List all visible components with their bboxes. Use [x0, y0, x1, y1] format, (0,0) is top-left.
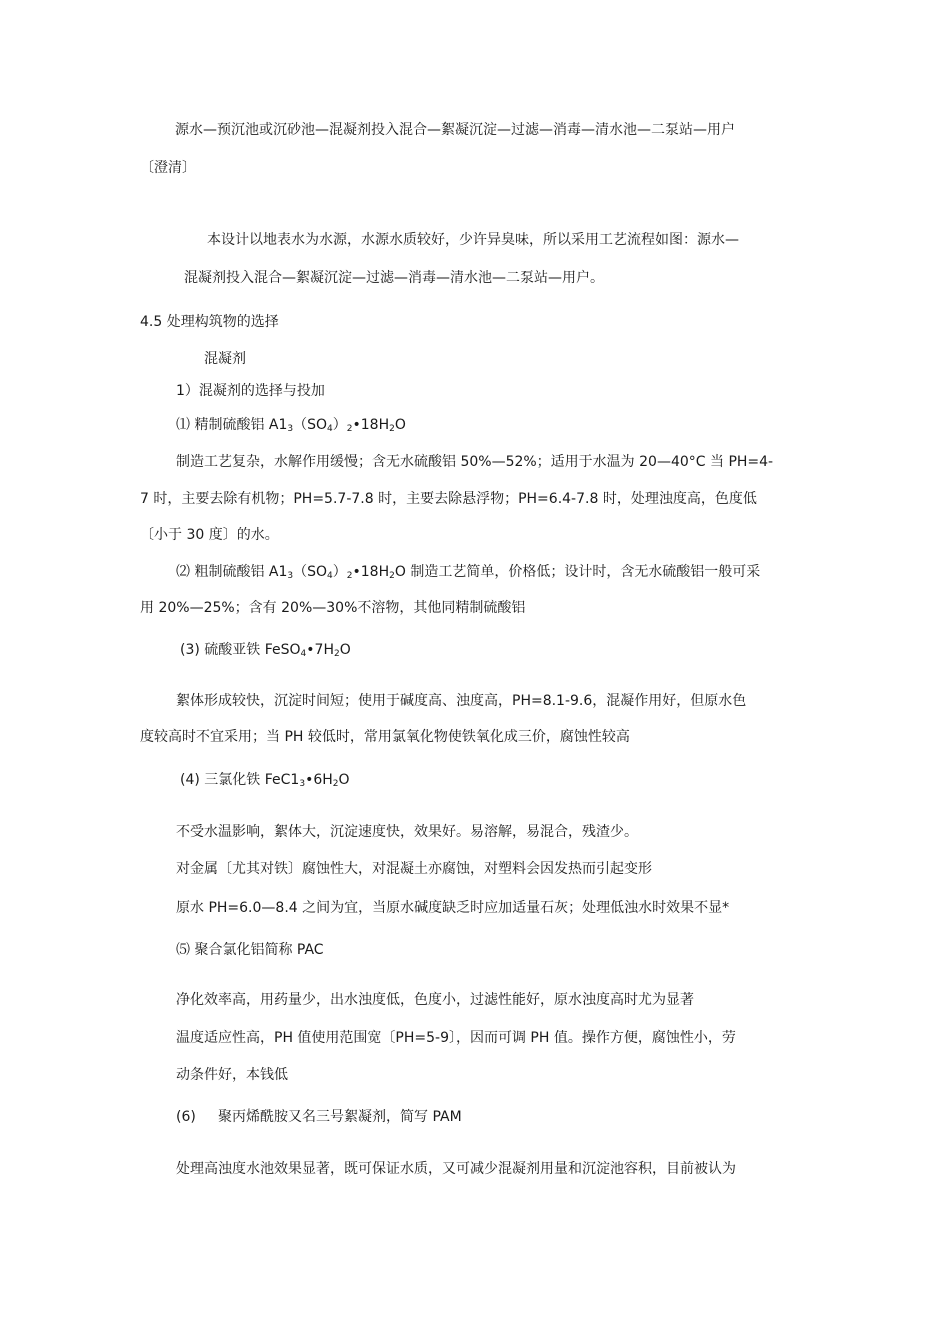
- coagulant-4-title: (4) 三氯化铁 $FeC1_3•6H_2O$: [180, 772, 350, 789]
- coagulant-5-desc-2: 温度适应性高，PH 值使用范围宽〔PH=5-9〕，因而可调 PH 值。操作方便，腐蚀性小，劳: [176, 1030, 736, 1046]
- flow-line-1: 源水—预沉池或沉砂池—混凝剂投入混合—絮凝沉淀—过滤—消毒—清水池—二泵站—用户: [175, 122, 735, 138]
- design-line-1: 本设计以地表水为水源，水源水质较好，少许异臭味，所以采用工艺流程如图：源水—: [207, 232, 739, 248]
- section-title: 4.5 处理构筑物的选择: [140, 314, 279, 330]
- coagulant-2-desc-2: 用 20%—25%；含有 20%—30%不溶物，其他同精制硫酸铝: [140, 600, 526, 616]
- coagulant-1-desc-3: 〔小于 30 度〕的水。: [140, 527, 279, 543]
- coagulant-4-desc-3: 原水 PH=6.0—8.4 之间为宜，当原水碱度缺乏时应加适量石灰；处理低浊水时效果不显*: [176, 900, 730, 916]
- coagulant-1-desc-2: 7 时，主要去除有机物；PH=5.7-7.8 时，主要去除悬浮物；PH=6.4-7.8 时，处理浊度高，色度低: [140, 491, 757, 507]
- coagulant-5-title: ⑸ 聚合氯化铝简称 PAC: [176, 942, 324, 958]
- coagulant-1-desc-1: 制造工艺复杂，水解作用缓慢；含无水硫酸铝 50%—52%；适用于水温为 20—40°C 当 PH=4-: [176, 454, 774, 470]
- item-1-title: 1）混凝剂的选择与投加: [176, 383, 325, 399]
- coagulant-3-title: (3) 硫酸亚铁 $FeSO_4•7H_2O$: [180, 642, 351, 659]
- coagulant-4-desc-2: 对金属〔尤其对铁〕腐蚀性大，对混凝土亦腐蚀，对塑料会因发热而引起变形: [176, 861, 652, 877]
- sub-title: 混凝剂: [204, 351, 246, 367]
- flow-line-2: 〔澄清〕: [140, 160, 196, 176]
- coagulant-1-title: ⑴ 精制硫酸铝 $A1_3(SO_4)_2•18H_2O$: [176, 417, 406, 434]
- coagulant-2-title: ⑵ 粗制硫酸铝 $A1_3(SO_4)_2•18H_2O$ 制造工艺简单，价格低；设计时，含无水硫酸铝一般可采: [176, 564, 761, 581]
- coagulant-6-desc-1: 处理高浊度水池效果显著，既可保证水质，又可减少混凝剂用量和沉淀池容积，目前被认为: [176, 1161, 736, 1177]
- coagulant-5-desc-1: 净化效率高，用药量少，出水浊度低，色度小，过滤性能好，原水浊度高时尤为显著: [176, 992, 694, 1008]
- coagulant-6-number: (6): [176, 1109, 196, 1125]
- design-line-2: 混凝剂投入混合—絮凝沉淀—过滤—消毒—清水池—二泵站—用户。: [184, 270, 604, 286]
- coagulant-6-title: 聚丙烯酰胺又名三号絮凝剂，简写 PAM: [218, 1109, 462, 1125]
- coagulant-4-desc-1: 不受水温影响，絮体大，沉淀速度快，效果好。易溶解，易混合，残渣少。: [176, 824, 638, 840]
- coagulant-5-desc-3: 动条件好，本钱低: [176, 1067, 288, 1083]
- coagulant-3-desc-1: 絮体形成较快，沉淀时间短；使用于碱度高、浊度高，PH=8.1-9.6，混凝作用好，但原水色: [176, 693, 747, 709]
- coagulant-3-desc-2: 度较高时不宜采用；当 PH 较低时，常用氯氧化物使铁氧化成三价，腐蚀性较高: [140, 729, 630, 745]
